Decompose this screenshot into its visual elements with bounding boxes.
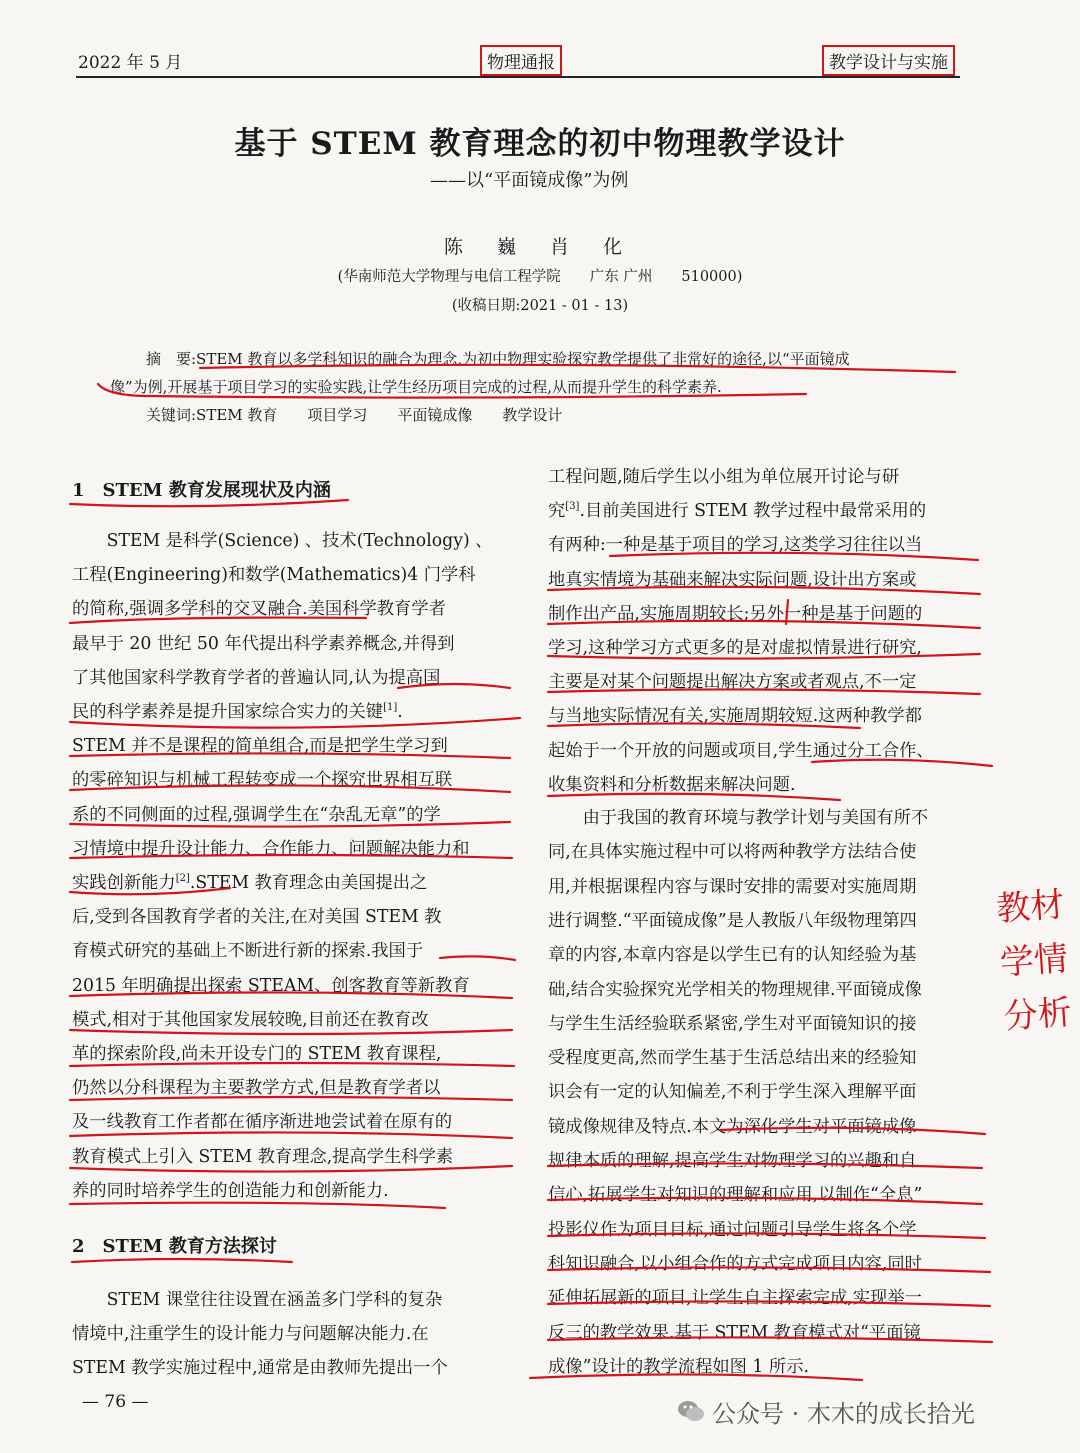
text-line: 章的内容,本章内容是以学生已有的认知经验为基 [548, 945, 917, 966]
journal-name: 物理通报 [480, 45, 562, 76]
underline-mark [812, 760, 992, 766]
handwritten-word: 学情 [998, 938, 1070, 984]
text-line: 后,受到各国教育学者的关注,在对美国 STEM 教 [72, 907, 442, 928]
underline-mark [548, 1163, 982, 1168]
article-subtitle: ——以“平面镜成像”为例 [430, 170, 629, 191]
underline-mark [440, 956, 515, 960]
text-line: 科知识融合,以小组合作的方式完成项目内容,同时 [548, 1253, 922, 1274]
text-line: 制作出产品,实施周期较长;另外一种是基于问题的 [548, 603, 923, 624]
text-line: 革的探索阶段,尚未开设专门的 STEM 教育课程, [72, 1044, 442, 1064]
text-line: 养的同时培养学生的创造能力和创新能力. [72, 1180, 389, 1201]
underline-mark [70, 1030, 512, 1034]
text-line: 与当地实际情况有关,实施周期较短.这两种教学都 [548, 706, 922, 727]
underline-mark [398, 684, 510, 688]
section-1-title: 1 STEM 教育发展现状及内涵 [72, 480, 331, 501]
text-line: 2015 年明确提出探索 STEAM、创客教育等新教育 [72, 975, 470, 996]
text-line: 延伸拓展新的项目,让学生自主探索完成,实现举一 [548, 1288, 922, 1309]
text-line: 用,并根据课程内容与课时安排的需要对实施周期 [548, 876, 917, 897]
article-authors: 陈 巍 肖 化 [443, 236, 637, 258]
underline-mark [70, 753, 510, 758]
text-line: 学习,这种学习方式更多的是对虚拟情景进行研究, [548, 638, 922, 658]
section-2-title: 2 STEM 教育方法探讨 [72, 1236, 277, 1257]
text-line: 地真实情境为基础来解决实际问题,设计出方案或 [548, 569, 917, 590]
underline-mark [70, 855, 512, 858]
underline-mark [548, 723, 860, 728]
text-line: 与学生生活经验联系紧密,学生对平面镜知识的接 [548, 1013, 917, 1034]
underline-mark [548, 1198, 982, 1204]
column-name: 教学设计与实施 [822, 45, 955, 76]
issue-date: 2022 年 5 月 [78, 53, 183, 73]
underline-mark [548, 1267, 990, 1272]
underline-mark [70, 888, 230, 894]
underline-mark [70, 1063, 514, 1066]
text-line: 最早于 20 世纪 50 年代提出科学素养概念,并得到 [72, 633, 455, 654]
text-line: 由于我国的教育环境与教学计划与美国有所不 [548, 808, 929, 828]
keywords: 关键词:STEM 教育 项目学习 平面镜成像 教学设计 [146, 406, 563, 424]
text-line: 进行调整.“平面镜成像”是人教版八年级物理第四 [548, 910, 917, 931]
text-line: 镜成像规律及特点.本文为深化学生对平面镜成像 [548, 1116, 917, 1137]
underline-mark [98, 384, 806, 398]
received-date: (收稿日期:2021 - 01 - 13) [451, 298, 629, 314]
article-title: 基于 STEM 教育理念的初中物理教学设计 [234, 126, 846, 162]
underline-mark [70, 1132, 512, 1138]
underline-mark [548, 654, 980, 659]
underline-mark [70, 785, 510, 792]
text-line: 识会有一定的认知偏差,不利于学生深入理解平面 [548, 1082, 917, 1103]
underline-mark [548, 587, 980, 594]
text-line: 成像”设计的教学流程如图 1 所示. [548, 1356, 809, 1377]
underline-mark [70, 500, 348, 506]
underline-mark [610, 553, 978, 560]
page-number: — 76 — [82, 1392, 149, 1412]
text-line: 及一线教育工作者都在循序渐进地尝试着在原有的 [72, 1112, 453, 1133]
text-line: 教育模式上引入 STEM 教育理念,提高学生科学素 [72, 1146, 454, 1167]
underline-mark [548, 621, 980, 628]
author-affiliation: (华南师范大学物理与电信工程学院 广东 广州 510000) [337, 269, 743, 285]
underline-mark [70, 822, 510, 827]
text-line: STEM 是科学(Science) 、技术(Technology) 、 [72, 531, 493, 551]
underline-mark [548, 1337, 992, 1342]
underline-mark [70, 1203, 445, 1208]
text-line: 模式,相对于其他国家发展较晚,目前还在教育改 [72, 1009, 429, 1030]
text-line: 了其他国家科学教育学者的普遍认同,认为提高国 [72, 667, 441, 688]
text-line: 工程(Engineering)和数学(Mathematics)4 门学科 [72, 565, 476, 586]
text-line: 系的不同侧面的过程,强调学生在“杂乱无章”的学 [72, 804, 441, 825]
text-line: 情境中,注重学生的设计能力与问题解决能力.在 [72, 1324, 429, 1344]
text-line: 信心,拓展学生对知识的理解和应用,以制作“全息” [548, 1185, 923, 1206]
handwritten-word: 分析 [1002, 992, 1074, 1038]
text-line: 反三的教学效果.基于 STEM 教育模式对“平面镜 [548, 1322, 921, 1343]
text-line: 收集资料和分析数据来解决问题. [548, 774, 796, 795]
text-line: 础,结合实验探究光学相关的物理规律.平面镜成像 [548, 979, 922, 1000]
text-line: 主要是对某个问题提出解决方案或者观点,不一定 [548, 672, 917, 693]
text-line: STEM 教学实施过程中,通常是由教师先提出一个 [72, 1358, 448, 1378]
text-line: 习情境中提升设计能力、合作能力、问题解决能力和 [72, 838, 470, 859]
underline-mark [548, 1233, 985, 1238]
underline-mark [548, 794, 840, 800]
underline-mark [720, 1128, 985, 1134]
text-line: 的简称,强调多学科的交叉融合.美国科学教育学者 [72, 599, 446, 620]
underline-mark [70, 718, 520, 728]
text-line: 受程度更高,然而学生基于生活总结出来的经验知 [548, 1048, 917, 1069]
underline-mark [200, 365, 955, 372]
text-line: 究[3].目前美国进行 STEM 教学过程中最常采用的 [548, 501, 927, 522]
text-line: 投影仪作为项目目标,通过问题引导学生将各个学 [548, 1219, 917, 1240]
text-line: 工程问题,随后学生以小组为单位展开讨论与研 [548, 467, 900, 487]
text-line: 民的科学素养是提升国家综合实力的关键[1]. [72, 702, 403, 722]
text-line: STEM 并不是课程的简单组合,而是把学生学习到 [72, 736, 448, 757]
underline-mark [72, 1259, 292, 1262]
underline-mark [548, 1301, 990, 1306]
text-line: 同,在具体实施过程中可以将两种教学方法结合使 [548, 842, 917, 863]
text-line: 有两种:一种是基于项目的学习,这类学习往往以当 [548, 535, 923, 556]
watermark-text: 公众号 · 木木的成长拾光 [712, 1400, 975, 1428]
text-line: 规律本质的理解,提高学生对物理学习的兴趣和自 [548, 1151, 917, 1171]
text-line: 起始于一个开放的问题或项目,学生通过分工合作、 [548, 740, 934, 761]
text-line: 实践创新能力[2].STEM 教育理念由美国提出之 [72, 873, 428, 893]
underline-mark [530, 1374, 862, 1380]
underline-mark [548, 689, 980, 694]
text-line: STEM 课堂往往设置在涵盖多门学科的复杂 [72, 1290, 443, 1310]
underline-mark [70, 1097, 512, 1100]
text-line: 育模式研究的基础上不断进行新的探索.我国于 [72, 941, 424, 962]
text-line: 的零碎知识与机械工程转变成一个探究世界相互联 [72, 770, 453, 791]
underline-mark [70, 992, 512, 998]
abstract-line: 像”为例,开展基于项目学习的实验实践,让学生经历项目完成的过程,从而提升学生的科学素养. [110, 378, 722, 396]
text-line: 仍然以分科课程为主要教学方式,但是教育学者以 [72, 1078, 441, 1099]
handwritten-word: 教材 [994, 884, 1066, 930]
underline-mark [70, 1166, 512, 1172]
abstract-line: 摘 要:STEM 教育以多学科知识的融合为理念,为初中物理实验探究教学提供了非常好的途径,以“平面镜成 [146, 350, 850, 368]
underline-mark [70, 618, 366, 623]
